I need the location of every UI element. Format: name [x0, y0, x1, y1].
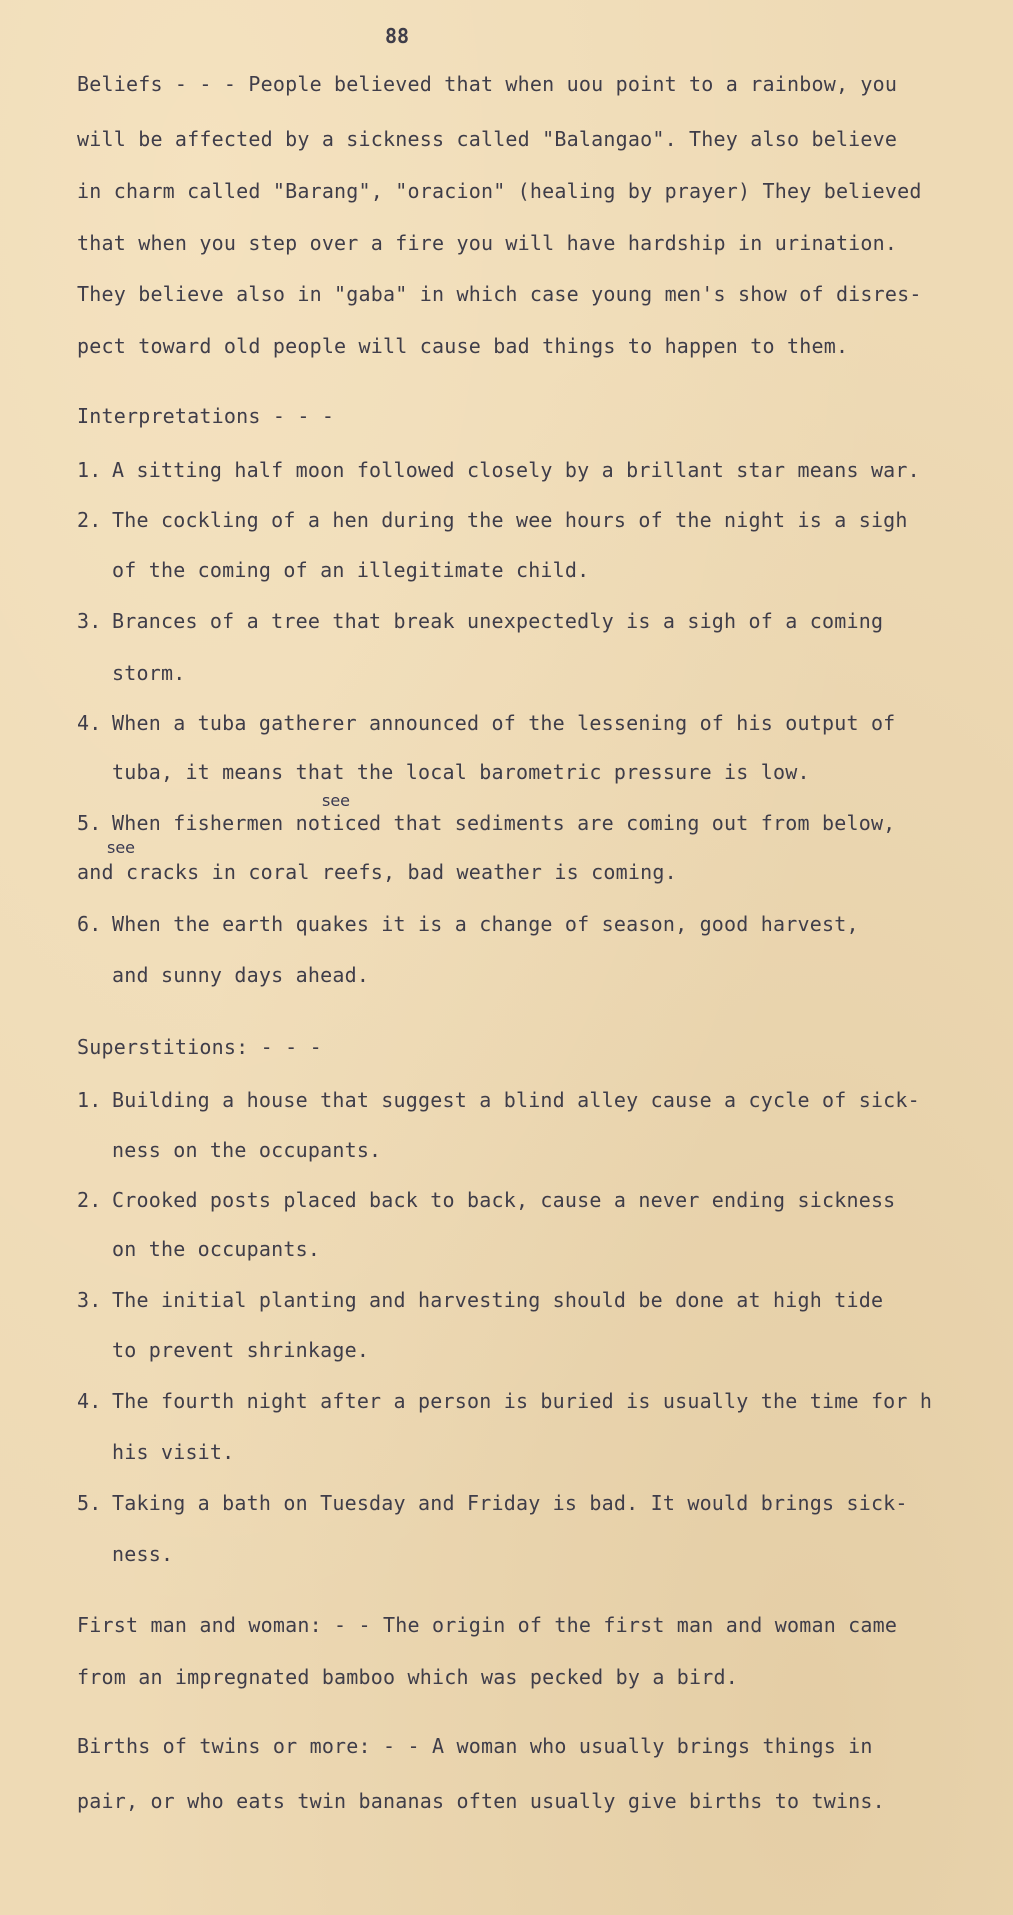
interp-num-4: 4. [77, 711, 102, 735]
interp-item-6-line-2: and sunny days ahead. [112, 963, 370, 987]
interp-item-2-line-2: of the coming of an illegitimate child. [112, 558, 590, 582]
interp-num-5: 5. [77, 811, 102, 835]
twins-line-1: Births of twins or more: - - A woman who usually brings things in [77, 1734, 873, 1758]
first-man-woman-line-1: First man and woman: - - The origin of the first man and woman came [77, 1613, 898, 1637]
super-item-4-line-1: The fourth night after a person is buried is usually the time for h [112, 1389, 933, 1413]
page-number: 88 [385, 24, 410, 48]
super-item-3-line-2: to prevent shrinkage. [112, 1338, 370, 1362]
beliefs-line-1: Beliefs - - - People believed that when uou point to a rainbow, you [77, 72, 898, 96]
interp-item-5-line-2: and cracks in coral reefs, bad weather is coming. [77, 860, 677, 884]
interp-num-2: 2. [77, 508, 102, 532]
super-num-5: 5. [77, 1491, 102, 1515]
interp-num-1: 1. [77, 458, 102, 482]
super-item-5-line-1: Taking a bath on Tuesday and Friday is bad. It would brings sick- [112, 1491, 908, 1515]
interp-item-2-line-1: The cockling of a hen during the wee hours of the night is a sigh [112, 508, 908, 532]
beliefs-line-2: will be affected by a sickness called "Balangao". They also believe [77, 127, 898, 151]
first-man-woman-line-2: from an impregnated bamboo which was pecked by a bird. [77, 1665, 739, 1689]
interp-item-3-line-1: Brances of a tree that break unexpectedly is a sigh of a coming [112, 609, 884, 633]
handwritten-see-2: see [107, 838, 136, 857]
super-item-1-line-2: ness on the occupants. [112, 1138, 382, 1162]
super-item-5-line-2: ness. [112, 1542, 174, 1566]
beliefs-line-3: in charm called "Barang", "oracion" (healing by prayer) They believed [77, 179, 922, 203]
interp-item-4-line-1: When a tuba gatherer announced of the lessening of his output of [112, 711, 896, 735]
super-num-4: 4. [77, 1389, 102, 1413]
super-item-2-line-1: Crooked posts placed back to back, cause a never ending sickness [112, 1188, 896, 1212]
interp-item-4-line-2: tuba, it means that the local barometric pressure is low. [112, 760, 810, 784]
interp-item-6-line-1: When the earth quakes it is a change of season, good harvest, [112, 912, 859, 936]
interp-item-1: A sitting half moon followed closely by a brillant star means war. [112, 458, 920, 482]
beliefs-line-4: that when you step over a fire you will have hardship in urination. [77, 231, 898, 255]
interpretations-heading: Interpretations - - - [77, 404, 335, 428]
super-item-2-line-2: on the occupants. [112, 1237, 321, 1261]
interp-item-3-line-2: storm. [112, 661, 186, 685]
beliefs-line-6: pect toward old people will cause bad things to happen to them. [77, 334, 849, 358]
super-item-4-line-2: his visit. [112, 1440, 235, 1464]
super-num-1: 1. [77, 1088, 102, 1112]
twins-line-2: pair, or who eats twin bananas often usually give births to twins. [77, 1789, 885, 1813]
interp-num-3: 3. [77, 609, 102, 633]
interp-num-6: 6. [77, 912, 102, 936]
super-num-2: 2. [77, 1188, 102, 1212]
superstitions-heading: Superstitions: - - - [77, 1035, 322, 1059]
handwritten-see-1: see [322, 791, 351, 810]
super-num-3: 3. [77, 1288, 102, 1312]
super-item-1-line-1: Building a house that suggest a blind alley cause a cycle of sick- [112, 1088, 920, 1112]
super-item-3-line-1: The initial planting and harvesting should be done at high tide [112, 1288, 884, 1312]
interp-item-5-line-1: When fishermen noticed that sediments are coming out from below, [112, 811, 896, 835]
beliefs-line-5: They believe also in "gaba" in which case young men's show of disres- [77, 282, 922, 306]
